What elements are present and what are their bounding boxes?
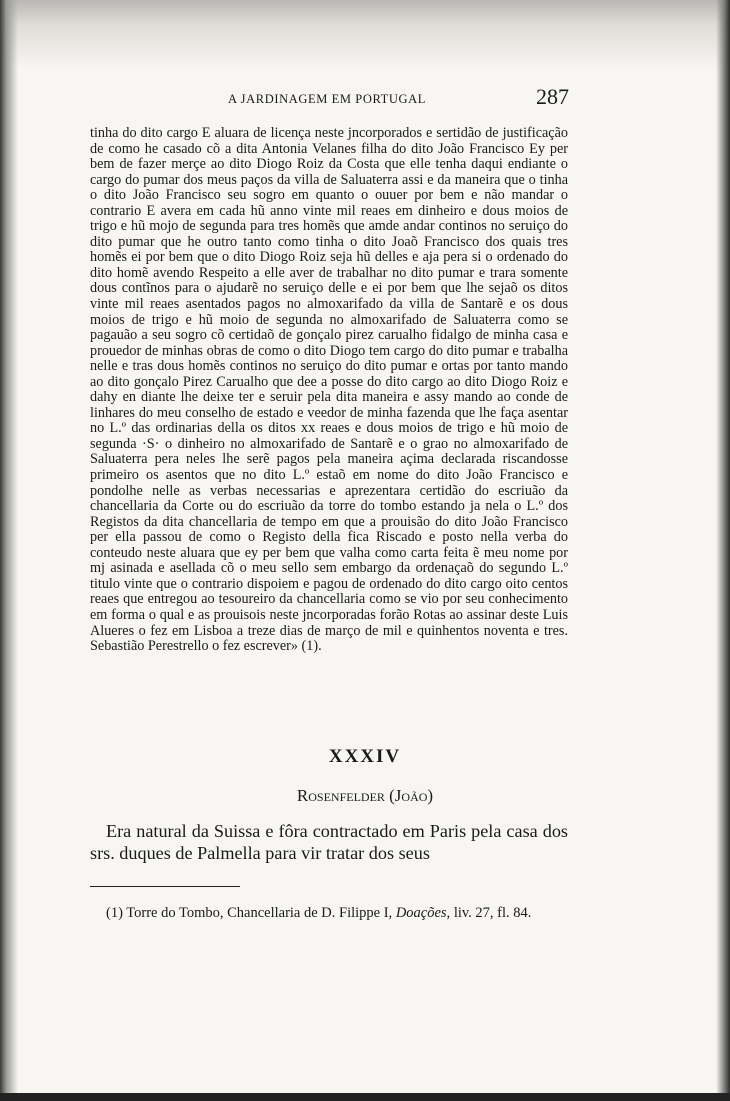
body-text — [90, 820, 568, 864]
document-paragraph: tinha do dito cargo E aluara de licença neste jncorporados e sertidão de justificação de como he casado cõ a dita Antonia Velanes filha do dito João Francisco Ey per bem de fazer merçe ao dito Diogo Roiz da Costa que elle tenha daqui endiante o cargo do pumar dos meus paços da villa de Saluaterra assi e da maneira que o tinha o dito João Francisco seu sogro em quanto o ouuer por bem e não mandar o contrario E avera em cada hũ anno vinte mil reaes em dinheiro e dous moios de trigo e hũ mojo de segunda para tres homẽs que amde andar continos no seruiço do dito pumar que he outro tanto como tinha o dito Joaõ Francisco dos quais tres homẽs ei por bem que o dito Diogo Roiz seja hũ delles e aja pera si o ordenado do dito homẽ avendo Respeito a elle aver de trabalhar no dito pumar e trara somente dous contĩnos para o ajudarẽ no seruiço delle e ei por bem que lhe sejaõ os ditos vinte mil reaes asentados pagos no almoxarifado da villa de Santarẽ e os dous moios de trigo e hũ moio de segunda no almoxarifado de Saluaterra como se pagauão a seu sogro cõ certidaõ de gonçalo pirez carualho fidalgo de minha casa e prouedor de minhas obras de como o dito Diogo tem cargo do dito pumar e trabalha nelle e tras dous homẽs continos no seruiço do dito pumar e ortas por tanto mando ao dito gonçalo Pirez Carualho que dee a posse do dito cargo ao dito Diogo Roiz e dahy en diante lhe deixe ter e seruir pela dita maneira e assy mando ao conde de linhares do meu conselho de estado e veedor de minha fazenda que lhe faça asentar no L.º das ordinarias della os ditos xx reaes e dous moios de trigo e hũ moio de segunda ·S· o dinheiro no almoxarifado de Santarẽ e o grao no almoxarifado de Saluaterra pera neles lhe serẽ pagos pela maneira açima declarada riscandosse primeiro os asentos que no dito L.º estaõ em nome do dito João Francisco e pondolhe nelle as verbas necessarias e aprezentara certidão do escriuão da chancellaria da Corte ou do escriuão da torre do tombo estando ja nela o L.º dos Registos da dita chancellaria de tempo em que a prouisão do dito João Francisco per ella passou de como o Registo della fica Riscado e posto nella verba do conteudo neste aluara que ey per bem que valha como carta feita ẽ meu nome por mj asinada e asellada cõ o meu sello sem embargo da ordenaçaõ do segundo L.º titulo vinte que o contrario dispoiem e pagou de ordenado do dito cargo oito centos reaes que entregou ao tesoureiro da chancellaria como se vio por seu conhecimento em forma o qual e as prouisois neste jncorporadas forão Rotas ao assinar deste Luis Alueres o fez em Lisboa a treze dias de março de mil e quinhentos noventa e tres. Sebastião Perestrello o fez escrever» (1). — [90, 125, 568, 655]
page-number: 287 — [536, 84, 569, 109]
footnote-text: Torre do Tombo, Chancellaria de D. Filippe I, — [126, 905, 393, 921]
running-head: A JARDINAGEM EM PORTUGAL — [228, 92, 427, 106]
scan-bottom-edge — [0, 1093, 730, 1101]
section-number: XXXIV — [328, 746, 402, 767]
scan-top-shadow — [0, 0, 730, 70]
footnote-rule — [90, 886, 240, 887]
footnote-marker: (1) — [106, 905, 123, 921]
section-title: Rosenfelder (João) — [296, 786, 434, 805]
body-paragraph: Era natural da Suissa e fôra contractado em Paris pela casa dos srs. duques de Palmella para vir tratar dos seus — [90, 821, 568, 863]
scan-right-edge — [716, 0, 730, 1101]
footnote — [90, 904, 568, 922]
footnote-text-end: liv. 27, fl. 84. — [453, 905, 532, 921]
document-transcription — [90, 126, 568, 655]
scan-left-edge — [0, 0, 18, 1101]
footnote-italic: Doações, — [395, 905, 451, 921]
footnote-paragraph — [90, 904, 568, 922]
